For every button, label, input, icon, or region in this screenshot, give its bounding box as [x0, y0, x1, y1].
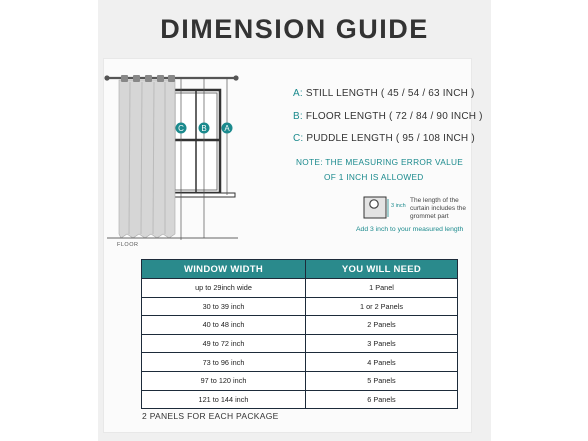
package-note: 2 PANELS FOR EACH PACKAGE	[142, 411, 279, 421]
panels-cell: 2 Panels	[306, 316, 458, 335]
table-row	[142, 371, 458, 390]
header-you-will-need: YOU WILL NEED	[306, 260, 458, 279]
width-cell: up to 29inch wide	[142, 279, 306, 298]
panels-cell: 1 or 2 Panels	[306, 297, 458, 316]
note-line-1: NOTE: THE MEASURING ERROR VALUE	[296, 157, 464, 167]
dimension-c: C: PUDDLE LENGTH ( 95 / 108 INCH )	[293, 133, 475, 144]
dimension-b: B: FLOOR LENGTH ( 72 / 84 / 90 INCH )	[293, 111, 483, 122]
table-row	[142, 334, 458, 353]
dimension-a: A: STILL LENGTH ( 45 / 54 / 63 INCH )	[293, 88, 475, 99]
panels-cell: 6 Panels	[306, 390, 458, 409]
header-window-width: WINDOW WIDTH	[142, 260, 306, 279]
table-row	[142, 316, 458, 335]
label-c: C	[178, 124, 184, 133]
table-row	[142, 279, 458, 298]
width-cell: 40 to 48 inch	[142, 316, 306, 335]
page-title: DIMENSION GUIDE	[160, 14, 429, 44]
label-a: A	[224, 124, 230, 133]
width-cell: 30 to 39 inch	[142, 297, 306, 316]
panels-cell: 5 Panels	[306, 371, 458, 390]
note-line-2: OF 1 INCH IS ALLOWED	[324, 172, 424, 182]
curtain-diagram	[103, 68, 243, 253]
table-row	[142, 390, 458, 409]
table-row	[142, 353, 458, 372]
table-header-row	[142, 260, 458, 279]
floor-label: FLOOR	[117, 242, 139, 248]
label-b: B	[201, 124, 207, 133]
grommet-measure: 3 inch	[391, 203, 406, 209]
panels-cell: 1 Panel	[306, 279, 458, 298]
width-cell: 49 to 72 inch	[142, 334, 306, 353]
width-cell: 73 to 96 inch	[142, 353, 306, 372]
width-cell: 97 to 120 inch	[142, 371, 306, 390]
panels-cell: 4 Panels	[306, 353, 458, 372]
panel-size-table	[141, 259, 458, 409]
width-cell: 121 to 144 inch	[142, 390, 306, 409]
panels-cell: 3 Panels	[306, 334, 458, 353]
add-length-note: Add 3 inch to your measured length	[356, 226, 464, 233]
table-row	[142, 297, 458, 316]
grommet-note: The length of the curtain includes the grommet part	[410, 197, 467, 220]
